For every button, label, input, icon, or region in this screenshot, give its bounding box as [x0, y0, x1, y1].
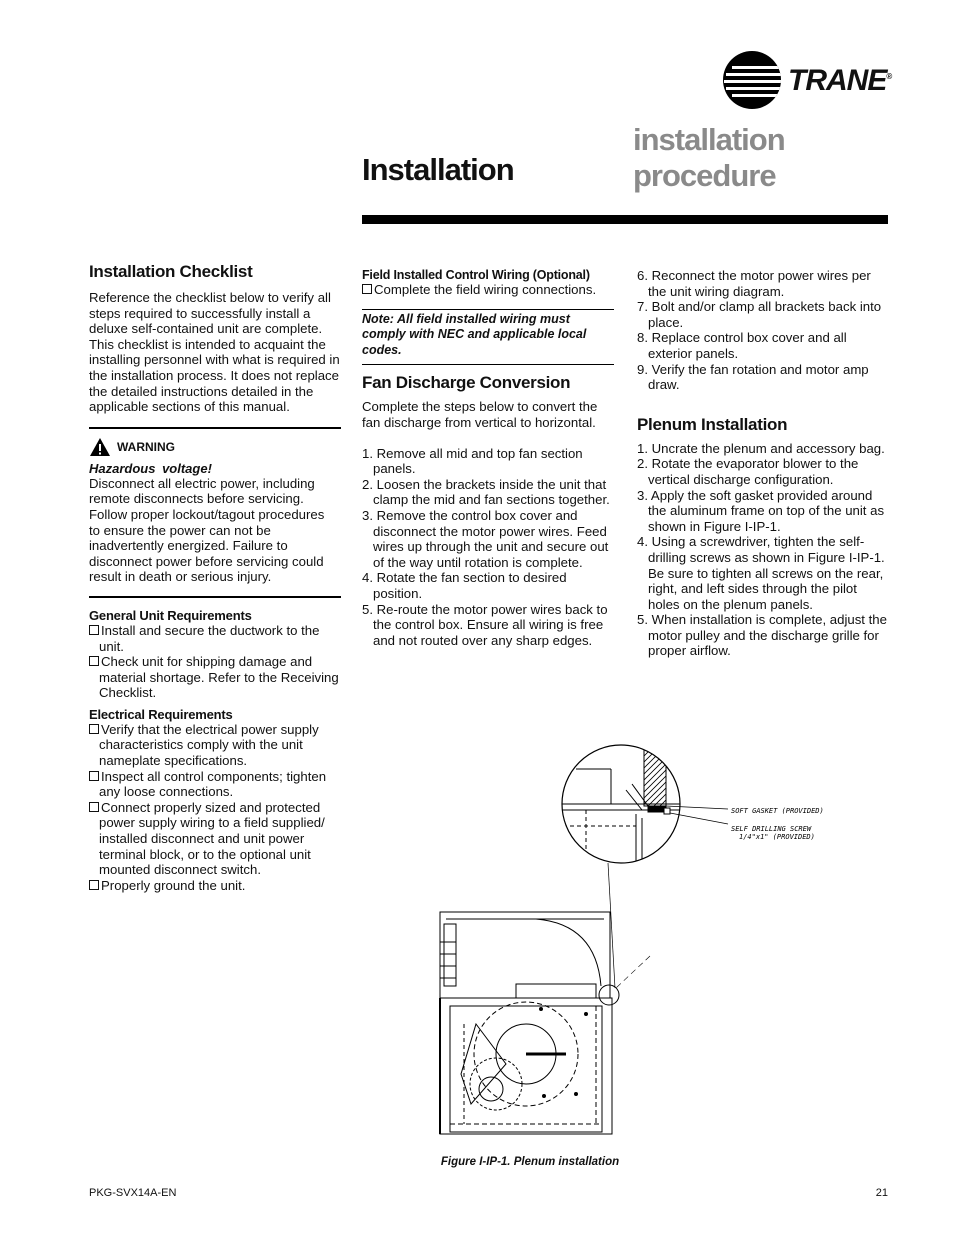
checkbox-icon — [89, 656, 99, 666]
electrical-requirements-list — [89, 722, 341, 894]
column-middle — [362, 268, 614, 648]
divider — [89, 427, 341, 429]
step-item: 5. Re-route the motor power wires back to the control box. Ensure all wiring is free and not routed over any sharp edges. — [362, 601, 608, 648]
wiring-note: Note: All field installed wiring must comply with NEC and applicable local codes. — [362, 311, 587, 357]
step-item: 8. Replace control box cover and all exterior panels. — [637, 330, 847, 361]
detail-leader-line — [616, 956, 650, 988]
step-item: 5. When installation is complete, adjust the motor pulley and the discharge grille for proper airflow. — [637, 612, 887, 659]
divider — [362, 364, 614, 365]
step-item: 3. Remove the control box cover and disconnect the motor power wires. Feed wires up through the unit and secure out of the way until rotation is complete. — [362, 507, 609, 570]
divider — [362, 309, 614, 310]
checkbox-icon — [362, 284, 372, 294]
trane-globe-icon — [722, 48, 782, 112]
warning-header — [89, 437, 341, 457]
step-item: 4. Using a screwdriver, tighten the self-drilling screws as shown in Figure I-IP-1. Be sure to tighten all screws on the rear, right, and left sides through the pilot holes on the plenum panels. — [637, 534, 885, 612]
checklist-item: Inspect all control components; tighten any loose connections. — [89, 769, 341, 800]
checklist-item: Connect properly sized and protected power supply wiring to a field supplied/ installed disconnect and unit power terminal block, or to the optional unit mounted disconnect switch. — [89, 800, 341, 878]
checklist-item: Properly ground the unit. — [89, 878, 341, 894]
column-left — [89, 262, 341, 893]
document-id: PKG-SVX14A-EN — [89, 1187, 177, 1199]
fan-discharge-heading: Fan Discharge Conversion — [362, 373, 571, 393]
checklist-heading: Installation Checklist — [89, 262, 253, 281]
step-item: 2. Rotate the evaporator blower to the vertical discharge configuration. — [637, 456, 859, 487]
step-item: 4. Rotate the fan section to desired position. — [362, 570, 567, 601]
plenum-diagram — [436, 724, 826, 1136]
step-item: 9. Verify the fan rotation and motor amp draw. — [637, 361, 869, 393]
section-subtitle: installation procedure — [633, 122, 785, 193]
column-right — [637, 268, 889, 659]
field-wiring-list — [362, 282, 614, 298]
general-requirements-heading: General Unit Requirements — [89, 607, 252, 623]
header-rule — [362, 215, 888, 224]
step-item: 3. Apply the soft gasket provided around the aluminum frame on top of the unit as shown in Figure I-IP-1. — [637, 487, 885, 534]
detail-view — [556, 724, 824, 864]
plenum-installation-heading: Plenum Installation — [637, 414, 788, 434]
step-item: 2. Loosen the brackets inside the unit that clamp the mid and fan sections together. — [362, 476, 610, 508]
checkbox-icon — [89, 771, 99, 781]
checkbox-icon — [89, 724, 99, 734]
checkbox-icon — [89, 625, 99, 635]
fan-discharge-steps-continued — [637, 268, 889, 393]
divider — [89, 596, 341, 598]
detail-leader-line — [608, 863, 615, 988]
plenum-installation-figure — [436, 724, 826, 1136]
step-item: 1. Uncrate the plenum and accessory bag. — [637, 440, 885, 456]
step-item: 7. Bolt and/or clamp all brackets back into place. — [637, 299, 882, 330]
general-requirements-list — [89, 623, 341, 701]
brand-name: TRANE® — [788, 64, 892, 97]
checklist-item: Verify that the electrical power supply characteristics comply with the unit nameplate specifications. — [89, 722, 341, 769]
unit-drawing — [440, 912, 619, 1134]
checkbox-icon — [89, 802, 99, 812]
warning-text: Disconnect all electric power, including remote disconnects before servicing. Follow proper lockout/tagout procedures to ensure the power can not be inadvertently energized. Failure to disconnect power before servicing could result in death or serious injury. — [89, 475, 325, 585]
checkbox-icon — [89, 880, 99, 890]
trane-logo — [722, 48, 892, 112]
plenum-installation-steps — [637, 441, 889, 659]
warning-title: Hazardous voltage! — [89, 460, 212, 476]
gasket-callout: SOFT GASKET (PROVIDED) — [731, 807, 824, 815]
field-wiring-heading: Field Installed Control Wiring (Optional) — [362, 268, 590, 282]
fan-discharge-steps — [362, 446, 614, 649]
electrical-requirements-heading: Electrical Requirements — [89, 706, 233, 722]
step-item: 6. Reconnect the motor power wires per the unit wiring diagram. — [637, 268, 871, 299]
fan-discharge-intro: Complete the steps below to convert the fan discharge from vertical to horizontal. — [362, 399, 598, 430]
checklist-intro: Reference the checklist below to verify all steps required to successfully install a deluxe self-contained unit are complete. This checklist is intended to acquaint the installing personnel with what is required in the installation process. It does not replace the detailed instructions detailed in the applicable sections of this manual. — [89, 290, 340, 415]
warning-label: WARNING — [117, 439, 175, 454]
step-item: 1. Remove all mid and top fan section panels. — [362, 445, 583, 477]
page-number: 21 — [875, 1187, 888, 1199]
screw-callout-line2: 1/4"x1" (PROVIDED) — [739, 833, 815, 841]
section-title: Installation — [362, 152, 514, 187]
checklist-item: Install and secure the ductwork to the unit. — [89, 623, 341, 654]
screw-callout-line1: SELF DRILLING SCREW — [731, 825, 812, 833]
warning-triangle-icon — [89, 437, 111, 457]
checklist-item: Check unit for shipping damage and material shortage. Refer to the Receiving Checklist. — [89, 654, 341, 701]
checklist-item: Complete the field wiring connections. — [362, 282, 614, 298]
figure-caption: Figure I-IP-1. Plenum installation — [440, 1156, 620, 1168]
